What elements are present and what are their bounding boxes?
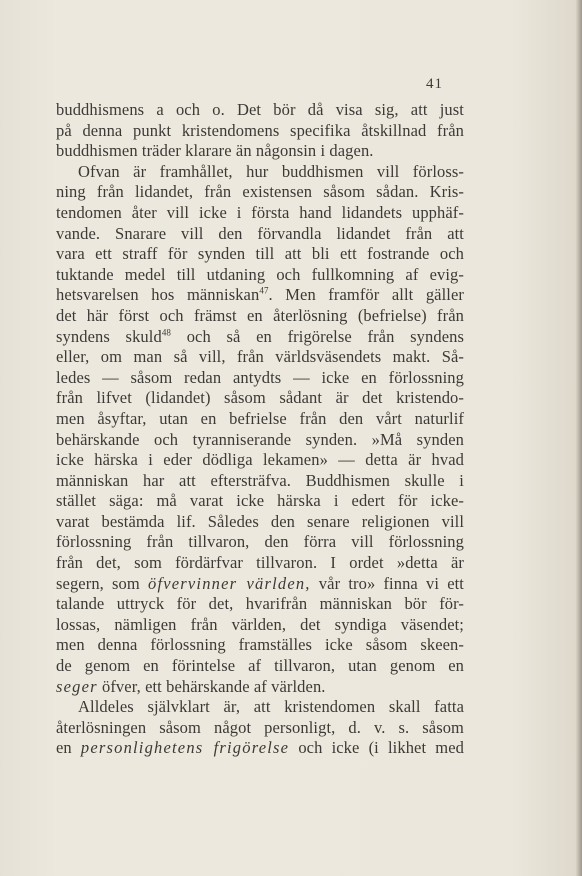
body-text [56, 100, 464, 759]
text-line: Alldeles självklart är, att kristendomen skall fatta [78, 697, 464, 717]
text-line [56, 738, 464, 759]
text-fragment: vår tro» finna vi ett [310, 573, 464, 593]
italic-text: öfvervinner världen, [148, 573, 311, 593]
text-line: buddhismens a och o. Det bör då visa sig, att just [56, 100, 464, 119]
text-line [56, 327, 464, 348]
text-fragment: . Men framför allt gäller [268, 285, 464, 305]
text-line: icke härska i eder dödliga lekamen» — detta är hvad [56, 450, 464, 470]
text-line: men denna förlossning framställes icke såsom skeen- [56, 635, 464, 655]
italic-text: seger [56, 676, 98, 696]
text-fragment: segern, som [56, 573, 148, 593]
text-line: vande. Snarare vill den förvandla lidandet från att [56, 223, 464, 243]
text-line: Ofvan är framhållet, hur buddhismen vill förloss- [78, 161, 464, 181]
text-line: varat bestämda lif. Således den senare religionen vill [56, 511, 464, 531]
text-line: tuktande medel till utdaning och fullkomning af evig- [56, 264, 464, 284]
text-line [56, 677, 464, 698]
text-line: från lifvet (lidandet) såsom sådant är det kristendo- [56, 388, 464, 408]
text-line: eller, om man så vill, från världsväsendets makt. Så- [56, 347, 464, 367]
text-line: talande uttryck för det, hvarifrån människan bör för- [56, 594, 464, 614]
page-number: 41 [426, 76, 443, 92]
text-line: det här först och främst en återlösning (befrielse) från [56, 305, 464, 325]
page-edge [576, 0, 582, 876]
text-line: behärskande och tyranniserande synden. »Må synden [56, 429, 464, 449]
text-line: ledes — såsom redan antydts — icke en förlossning [56, 367, 464, 387]
footnote-ref: 48 [161, 327, 172, 338]
text-fragment: syndens skuld [56, 326, 162, 346]
text-line: vara ett straff för synden till att bli ett fostrande och [56, 244, 464, 264]
text-line [56, 285, 464, 306]
text-line [56, 574, 464, 595]
text-line: stället säga: må varat icke härska i edert för icke- [56, 491, 464, 511]
text-fragment: hetsvarelsen hos människan [56, 285, 260, 305]
text-fragment: öfver, ett behärskande af världen. [97, 676, 326, 696]
text-line: från det, som fördärfvar tillvaron. I ordet »detta är [56, 553, 464, 573]
text-fragment: och icke (i likhet med [289, 738, 464, 758]
text-line: tendomen åter vill icke i första hand lidandets upphäf- [56, 202, 464, 222]
text-line: de genom en förintelse af tillvaron, utan genom en [56, 656, 464, 676]
text-line: lossas, nämligen från världen, det syndiga väsendet; [56, 614, 464, 634]
text-line: buddhismen träder klarare än någonsin i dagen. [56, 141, 374, 161]
text-line: förlossning från tillvaron, den förra vill förlossning [56, 532, 464, 552]
italic-text: personlighetens frigörelse [80, 738, 290, 758]
text-line: återlösningen såsom något personligt, d. v. s. såsom [56, 717, 464, 737]
text-line: människan har att eftersträfva. Buddhismen skulle i [56, 470, 464, 490]
text-fragment: en [56, 738, 81, 758]
footnote-ref: 47 [259, 285, 269, 296]
text-line: men åsyftar, utan en befrielse från den vårt naturlif [56, 408, 464, 428]
text-line: på denna punkt kristendomens specifika åtskillnad från [56, 120, 464, 140]
text-line: ning från lidandet, från existensen såsom sådan. Kris- [56, 182, 464, 202]
text-fragment: och så en frigörelse från syndens [171, 326, 464, 346]
